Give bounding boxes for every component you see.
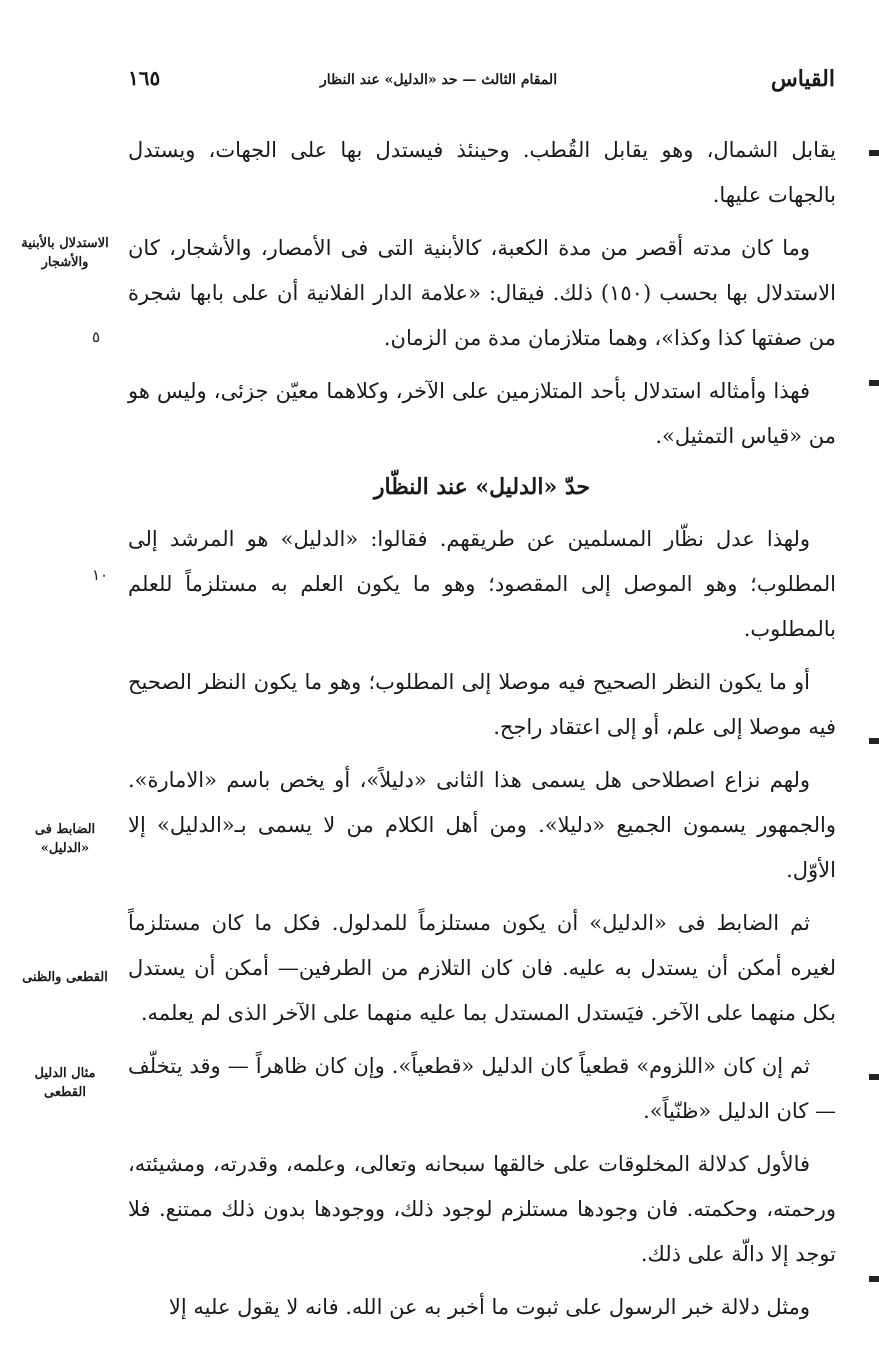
paragraph: ثم الضابط فى «الدليل» أن يكون مستلزماً للمدلول. فكل ما كان مستلزماً لغيره أمكن أن يستدل به عليه. فان كان التلازم من الطرفين— أمكن أن يستدل بكل منهما على الآخر. فيَستدل المستدل بما عليه منهما على الآخر الذى لم يعلمه. — [128, 911, 837, 1025]
body-text-column — [128, 128, 836, 1330]
running-head-section-title: المقام الثالث — حد «الدليل» عند النظار — [320, 72, 558, 88]
paragraph: ومثل دلالة خبر الرسول على ثبوت ما أخبر به عن الله. فانه لا يقول عليه إلا — [168, 1295, 810, 1319]
margin-note: الضابط فى «الدليل» — [34, 822, 96, 856]
margin-note: القطعى والظنى — [22, 970, 108, 985]
scan-mark — [869, 380, 879, 386]
scan-mark — [869, 738, 879, 744]
paragraph: يقابل الشمال، وهو يقابل القُطب. وحينئذ فيستدل بها على الجهات، ويستدل بالجهات عليها. — [128, 138, 836, 207]
line-number: ٥ — [92, 328, 101, 346]
paragraph: ولهذا عدل نظّار المسلمين عن طريقهم. فقالوا: «الدليل» هو المرشد إلى المطلوب؛ وهو الموصل إلى المقصود؛ وهو ما يكون العلم به مستلزماً للعلم بالمطلوب. — [128, 527, 836, 641]
scan-mark — [869, 1074, 879, 1080]
section-heading: حدّ «الدليل» عند النظّار — [373, 474, 591, 500]
margin-note: الاستدلال بالأبنية والأشجار — [21, 236, 109, 270]
paragraph: ثم إن كان «اللزوم» قطعياً كان الدليل «قطعياً». وإن كان ظاهراً — وقد يتخلّف — كان الدليل «ظنّياً». — [128, 1054, 836, 1123]
running-head-book-title: القياس — [770, 66, 835, 92]
paragraph: ولهم نزاع اصطلاحى هل يسمى هذا الثانى «دليلاً»، أو يخص باسم «الامارة». والجمهور يسمون الجميع «دليلا». ومن أهل الكلام من لا يسمى بـ«الدليل» إلا الأوّل. — [128, 768, 836, 882]
paragraph: وما كان مدته أقصر من مدة الكعبة، كالأبنية التى فى الأمصار، والأشجار، كان الاستدلال بها بحسب (١٥٠) ذلك. فيقال: «علامة الدار الفلانية أن على بابها شجرة من صفتها كذا وكذا»، وهما متلازمان مدة من الزمان. — [128, 236, 836, 350]
margin-note: مثال الدليل القطعى — [34, 1066, 96, 1100]
paragraph: فهذا وأمثاله استدلال بأحد المتلازمين على الآخر، وكلاهما معيّن جزئى، وليس هو من «قياس التمثيل». — [128, 379, 836, 448]
scan-mark — [869, 1276, 879, 1282]
scan-mark — [869, 150, 879, 156]
page-number: ١٦٥ — [128, 66, 161, 90]
line-number: ١٠ — [92, 566, 109, 584]
paragraph: أو ما يكون النظر الصحيح فيه موصلا إلى المطلوب؛ وهو ما يكون النظر الصحيح فيه موصلا إلى علم، أو إلى اعتقاد راجح. — [128, 670, 836, 739]
paragraph: فالأول كدلالة المخلوقات على خالقها سبحانه وتعالى، وعلمه، وقدرته، ومشيئته، ورحمته، وحكمته. فان وجودها مستلزم لوجود ذلك، ووجودها بدون ذلك ممتنع. فلا توجد إلا دالّة على ذلك. — [128, 1152, 836, 1266]
